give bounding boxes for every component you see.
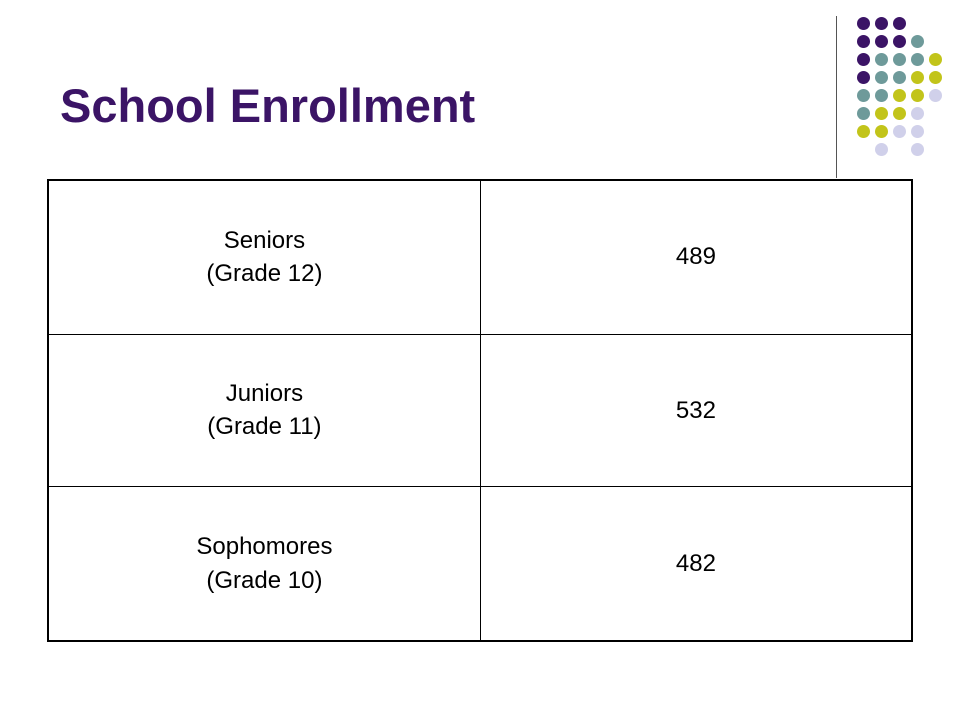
decor-dot xyxy=(857,71,870,84)
decor-dot xyxy=(911,35,924,48)
grade-name: Sophomores xyxy=(196,533,333,561)
decor-dot xyxy=(875,71,888,84)
decor-dot xyxy=(875,125,888,138)
grade-number: (Grade 11) xyxy=(207,413,322,441)
grade-label-cell xyxy=(48,487,480,641)
grade-label-cell xyxy=(48,180,480,334)
enrollment-table xyxy=(47,179,913,642)
decor-dot xyxy=(857,17,870,30)
decor-dot xyxy=(857,107,870,120)
title-divider-line xyxy=(836,16,837,178)
decor-dot xyxy=(893,125,906,138)
decor-dot xyxy=(893,35,906,48)
decor-dot xyxy=(857,53,870,66)
decor-dot xyxy=(857,89,870,102)
enrollment-count-cell: 489 xyxy=(480,180,912,334)
decorative-dot-grid xyxy=(840,0,960,170)
decor-dot xyxy=(911,71,924,84)
decor-dot xyxy=(857,35,870,48)
decor-dot xyxy=(893,17,906,30)
table-row xyxy=(48,180,912,334)
decor-dot xyxy=(875,17,888,30)
enrollment-count-cell: 532 xyxy=(480,334,912,487)
decor-dot xyxy=(875,89,888,102)
decor-dot xyxy=(911,125,924,138)
decor-dot xyxy=(893,89,906,102)
slide-title: School Enrollment xyxy=(60,79,476,132)
decor-dot xyxy=(857,125,870,138)
grade-name: Seniors xyxy=(223,226,306,254)
grade-number: (Grade 12) xyxy=(206,260,323,288)
enrollment-count-cell: 482 xyxy=(480,487,912,641)
table-row xyxy=(48,334,912,487)
decor-dot xyxy=(875,35,888,48)
decor-dot xyxy=(911,143,924,156)
decor-dot xyxy=(911,53,924,66)
decor-dot xyxy=(911,89,924,102)
decor-dot xyxy=(929,71,942,84)
decor-dot xyxy=(893,71,906,84)
decor-dot xyxy=(929,89,942,102)
grade-label-cell xyxy=(48,334,480,487)
decor-dot xyxy=(875,143,888,156)
table-row xyxy=(48,487,912,641)
decor-dot xyxy=(893,107,906,120)
decor-dot xyxy=(929,53,942,66)
decor-dot xyxy=(875,107,888,120)
decor-dot xyxy=(893,53,906,66)
decor-dot xyxy=(911,107,924,120)
grade-name: Juniors xyxy=(225,379,304,407)
grade-number: (Grade 10) xyxy=(206,566,323,594)
decor-dot xyxy=(875,53,888,66)
